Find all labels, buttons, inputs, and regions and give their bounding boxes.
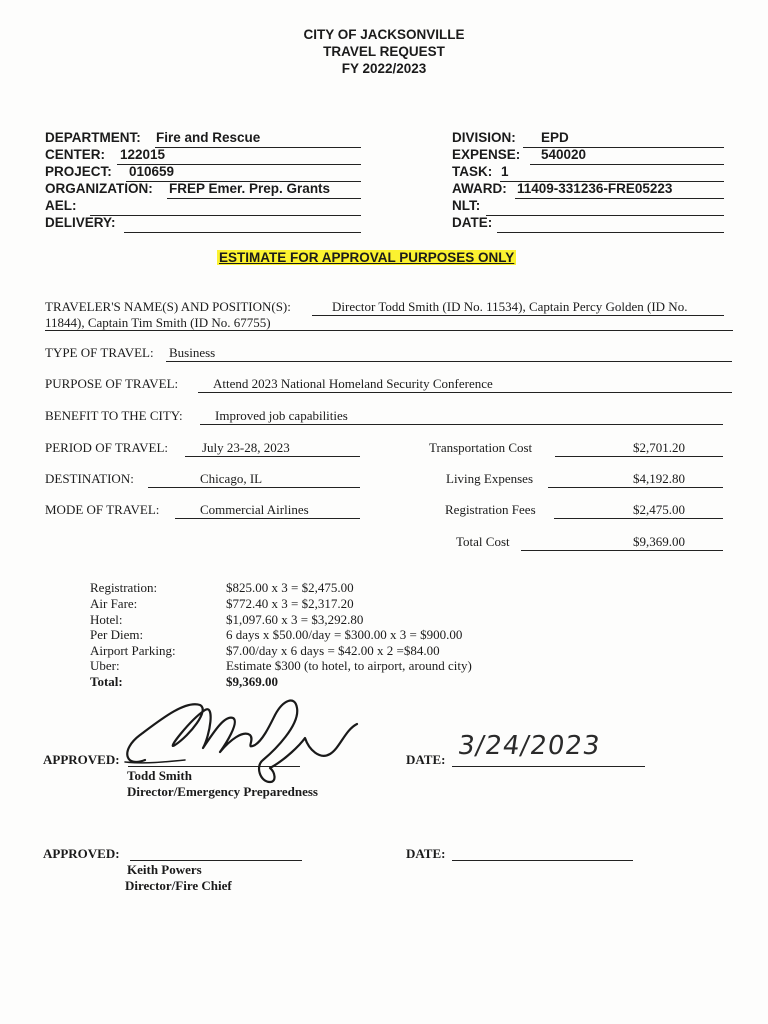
division-label: DIVISION: xyxy=(452,130,516,145)
ael-label: AEL: xyxy=(45,198,77,213)
breakdown-label: Airport Parking: xyxy=(90,643,176,658)
delivery-label: DELIVERY: xyxy=(45,215,116,230)
registration-fees-value: $2,475.00 xyxy=(633,502,685,517)
breakdown-label: Uber: xyxy=(90,658,120,673)
organization-value: FREP Emer. Prep. Grants xyxy=(169,181,331,196)
document-title: TRAVEL REQUEST xyxy=(323,44,445,59)
purpose-value: Attend 2023 National Homeland Security Conference xyxy=(213,376,493,391)
department-label: DEPARTMENT: xyxy=(45,130,141,145)
expense-value: 540020 xyxy=(541,147,587,162)
breakdown-value: 6 days x $50.00/day = $300.00 x 3 = $900.00 xyxy=(226,627,463,642)
transportation-cost-label: Transportation Cost xyxy=(429,440,533,455)
nlt-field xyxy=(452,198,724,215)
date-label: DATE: xyxy=(452,215,493,230)
organization-label: ORGANIZATION: xyxy=(45,181,153,196)
nlt-label: NLT: xyxy=(452,198,481,213)
task-label: TASK: xyxy=(452,164,493,179)
expense-label: EXPENSE: xyxy=(452,147,521,162)
breakdown-value: $1,097.60 x 3 = $3,292.80 xyxy=(226,612,364,627)
breakdown-label: Registration: xyxy=(90,580,158,595)
total-cost-value: $9,369.00 xyxy=(633,534,685,549)
breakdown-total-label: Total: xyxy=(90,674,123,689)
period-label: PERIOD OF TRAVEL: xyxy=(45,440,169,455)
department-field xyxy=(45,130,361,147)
project-field xyxy=(45,164,361,181)
estimate-notice: ESTIMATE FOR APPROVAL PURPOSES ONLY xyxy=(219,250,515,265)
travelers-value-line1: Director Todd Smith (ID No. 11534), Captain Percy Golden (ID No. xyxy=(332,299,688,314)
destination-label: DESTINATION: xyxy=(45,471,134,486)
fiscal-year: FY 2022/2023 xyxy=(341,61,427,76)
project-value: 010659 xyxy=(129,164,175,179)
date-label-1: DATE: xyxy=(406,752,446,767)
mode-label: MODE OF TRAVEL: xyxy=(45,502,160,517)
period-value: July 23-28, 2023 xyxy=(202,440,290,455)
expense-field xyxy=(452,147,724,164)
date-label-2: DATE: xyxy=(406,846,446,861)
project-label: PROJECT: xyxy=(45,164,112,179)
purpose-label: PURPOSE OF TRAVEL: xyxy=(45,376,179,391)
total-cost-label: Total Cost xyxy=(456,534,510,549)
ael-field xyxy=(45,198,361,215)
handwritten-date: 3/24/2023 xyxy=(455,731,603,761)
mode-value: Commercial Airlines xyxy=(200,502,309,517)
breakdown-label: Air Fare: xyxy=(90,596,138,611)
division-field xyxy=(452,130,724,147)
center-field xyxy=(45,147,361,164)
breakdown-total-value: $9,369.00 xyxy=(226,674,278,689)
approver-title-2: Director/Fire Chief xyxy=(125,878,232,893)
award-value: 11409-331236-FRE05223 xyxy=(517,181,673,196)
transportation-cost-value: $2,701.20 xyxy=(633,440,685,455)
task-field xyxy=(452,164,724,181)
benefit-value: Improved job capabilities xyxy=(215,408,348,423)
living-expenses-value: $4,192.80 xyxy=(633,471,685,486)
approver-name-1: Todd Smith xyxy=(127,768,192,783)
division-value: EPD xyxy=(541,130,569,145)
breakdown-value: Estimate $300 (to hotel, to airport, around city) xyxy=(226,658,472,673)
approver-title-1: Director/Emergency Preparedness xyxy=(127,784,318,799)
type-of-travel-value: Business xyxy=(169,345,216,360)
breakdown-label: Hotel: xyxy=(90,612,123,627)
center-value: 122015 xyxy=(120,147,166,162)
breakdown-value: $825.00 x 3 = $2,475.00 xyxy=(226,580,354,595)
benefit-label: BENEFIT TO THE CITY: xyxy=(45,408,183,423)
approved-label-2: APPROVED: xyxy=(43,846,120,861)
destination-value: Chicago, IL xyxy=(200,471,263,486)
breakdown-label: Per Diem: xyxy=(90,627,144,642)
living-expenses-label: Living Expenses xyxy=(446,471,534,486)
city-name: CITY OF JACKSONVILLE xyxy=(303,27,465,42)
center-label: CENTER: xyxy=(45,147,105,162)
organization-field xyxy=(45,181,361,198)
award-field xyxy=(452,181,724,198)
travelers-label: TRAVELER'S NAME(S) AND POSITION(S): xyxy=(45,299,291,314)
task-value: 1 xyxy=(501,164,509,179)
approver-name-2: Keith Powers xyxy=(127,862,202,877)
award-label: AWARD: xyxy=(452,181,507,196)
registration-fees-label: Registration Fees xyxy=(445,502,536,517)
breakdown-value: $7.00/day x 6 days = $42.00 x 2 =$84.00 xyxy=(226,643,440,658)
delivery-field xyxy=(45,215,361,232)
approved-label-1: APPROVED: xyxy=(43,752,120,767)
travelers-value-line2: 11844), Captain Tim Smith (ID No. 67755) xyxy=(45,315,271,330)
date-field xyxy=(452,215,724,232)
breakdown-value: $772.40 x 3 = $2,317.20 xyxy=(226,596,354,611)
department-value: Fire and Rescue xyxy=(156,130,261,145)
type-of-travel-label: TYPE OF TRAVEL: xyxy=(45,345,154,360)
